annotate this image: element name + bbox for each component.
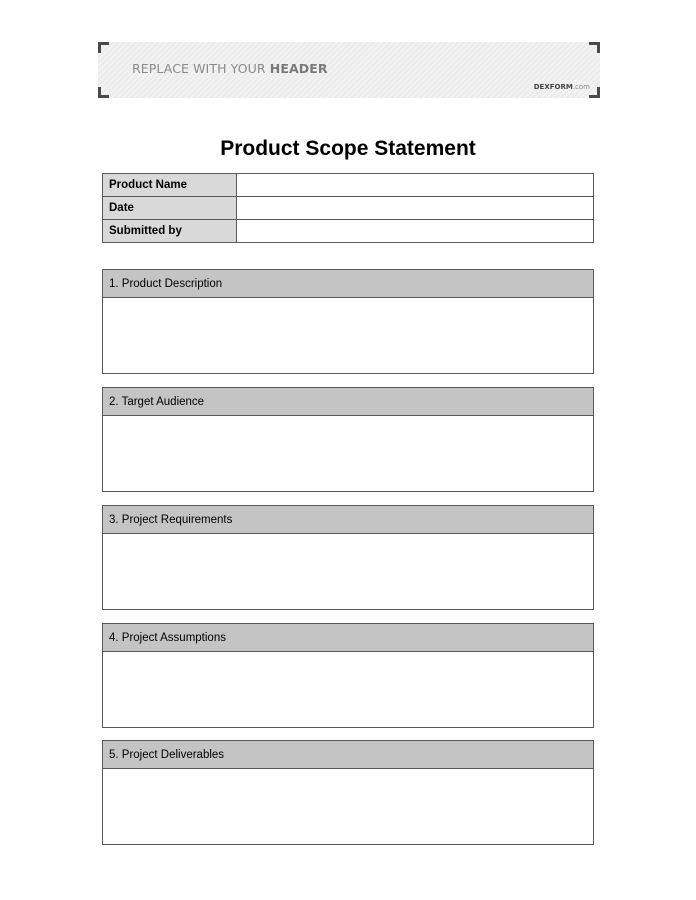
brand-domain: .com bbox=[572, 83, 590, 91]
brand-name: DEXFORM bbox=[533, 83, 573, 91]
section-project-requirements bbox=[102, 505, 594, 610]
info-field-date[interactable] bbox=[237, 197, 594, 220]
header-placeholder-text bbox=[132, 61, 328, 76]
corner-mark-top-right bbox=[589, 42, 600, 53]
info-label-submitted-by: Submitted by bbox=[103, 220, 237, 243]
section-content-field[interactable] bbox=[103, 416, 593, 491]
section-content-field[interactable] bbox=[103, 769, 593, 844]
info-label-product-name: Product Name bbox=[103, 174, 237, 197]
header-placeholder-bold: HEADER bbox=[269, 61, 328, 76]
section-heading: 4. Project Assumptions bbox=[103, 624, 593, 652]
info-row-date bbox=[103, 197, 594, 220]
section-project-deliverables bbox=[102, 740, 594, 845]
header-banner bbox=[98, 42, 600, 98]
section-heading: 1. Product Description bbox=[103, 270, 593, 298]
section-product-description bbox=[102, 269, 594, 374]
section-content-field[interactable] bbox=[103, 298, 593, 373]
info-field-product-name[interactable] bbox=[237, 174, 594, 197]
brand-logo bbox=[534, 83, 590, 91]
section-heading: 2. Target Audience bbox=[103, 388, 593, 416]
section-content-field[interactable] bbox=[103, 652, 593, 727]
section-heading: 5. Project Deliverables bbox=[103, 741, 593, 769]
document-title: Product Scope Statement bbox=[220, 137, 476, 160]
section-heading: 3. Project Requirements bbox=[103, 506, 593, 534]
info-label-date: Date bbox=[103, 197, 237, 220]
info-table bbox=[102, 173, 594, 243]
corner-mark-bottom-right bbox=[589, 87, 600, 98]
corner-mark-bottom-left bbox=[98, 87, 109, 98]
info-field-submitted-by[interactable] bbox=[237, 220, 594, 243]
section-content-field[interactable] bbox=[103, 534, 593, 609]
header-placeholder-light: REPLACE WITH YOUR bbox=[132, 61, 270, 76]
info-row-submitted-by bbox=[103, 220, 594, 243]
section-target-audience bbox=[102, 387, 594, 492]
info-row-product-name bbox=[103, 174, 594, 197]
section-project-assumptions bbox=[102, 623, 594, 728]
corner-mark-top-left bbox=[98, 42, 109, 53]
